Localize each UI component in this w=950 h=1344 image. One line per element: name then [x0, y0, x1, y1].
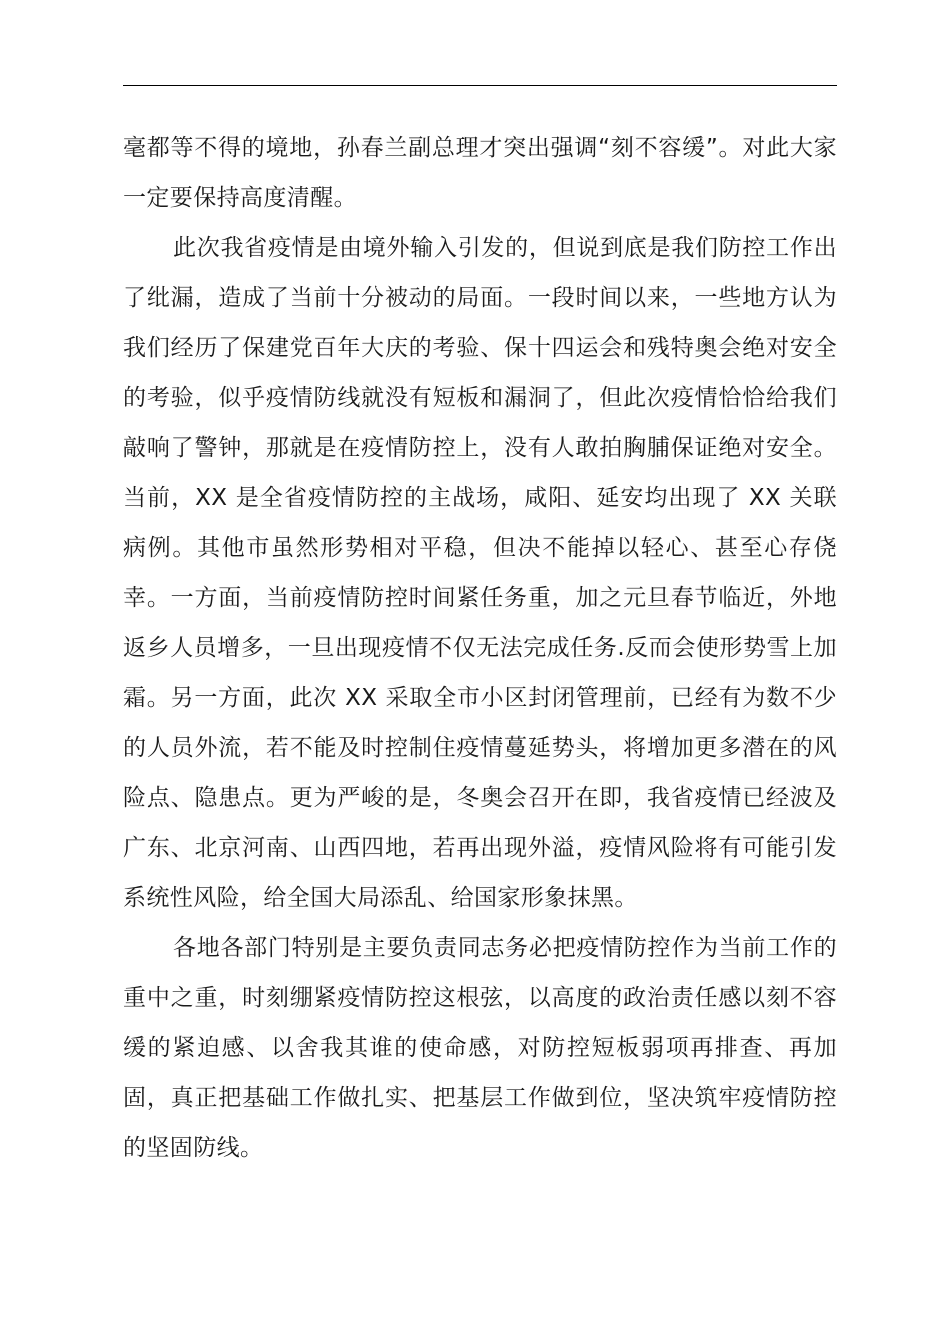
document-body	[123, 123, 837, 1173]
paragraph-1: 毫都等不得的境地，孙春兰副总理才突出强调“刻不容缓”。对此大家一定要保持高度清醒。	[123, 135, 837, 211]
paragraph-3: 各地各部门特别是主要负责同志务必把疫情防控作为当前工作的重中之重，时刻绷紧疫情防控这根弦，以高度的政治责任感以刻不容缓的紧迫感、以舍我其谁的使命感，对防控短板弱项再排查、再加固，真正把基础工作做扎实、把基层工作做到位，坚决筑牢疫情防控的坚固防线。	[123, 935, 837, 1161]
header-rule	[123, 85, 837, 86]
paragraph-2: 此次我省疫情是由境外输入引发的，但说到底是我们防控工作出了纰漏，造成了当前十分被动的局面。一段时间以来，一些地方认为我们经历了保建党百年大庆的考验、保十四运会和残特奥会绝对安全的考验，似乎疫情防线就没有短板和漏洞了，但此次疫情恰恰给我们敲响了警钟，那就是在疫情防控上，没有人敢拍胸脯保证绝对安全。当前，XX 是全省疫情防控的主战场，咸阳、延安均出现了 XX 关联病例。其他市虽然形势相对平稳，但决不能掉以轻心、甚至心存侥幸。一方面，当前疫情防控时间紧任务重，加之元旦春节临近，外地返乡人员增多，一旦出现疫情不仅无法完成任务.反而会使形势雪上加霜。另一方面，此次 XX 采取全市小区封闭管理前，已经有为数不少的人员外流，若不能及时控制住疫情蔓延势头，将增加更多潜在的风险点、隐患点。更为严峻的是，冬奥会召开在即，我省疫情已经波及广东、北京河南、山西四地，若再出现外溢，疫情风险将有可能引发系统性风险，给全国大局添乱、给国家形象抹黑。	[123, 235, 837, 911]
